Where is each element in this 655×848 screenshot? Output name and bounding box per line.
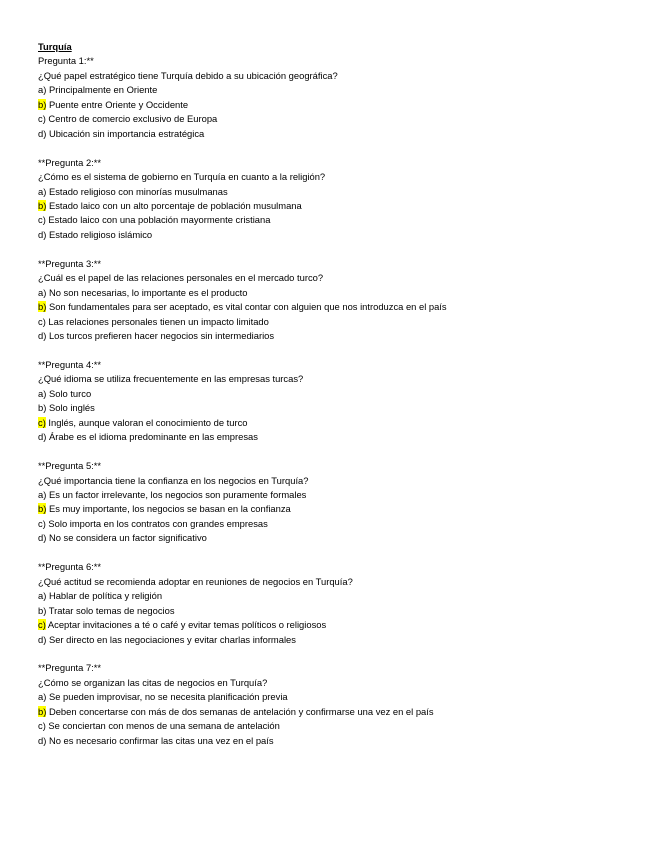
- answer-option: [38, 705, 638, 719]
- highlighted-option-letter: c): [38, 619, 46, 631]
- option-letter: c): [38, 214, 46, 226]
- option-text: Ser directo en las negociaciones y evitar charlas informales: [46, 633, 296, 645]
- answer-option: [38, 633, 638, 647]
- answer-option: [38, 604, 638, 618]
- highlighted-option-letter: b): [38, 199, 47, 211]
- answer-option: [38, 401, 638, 415]
- option-letter: a): [38, 387, 47, 399]
- option-letter: c): [38, 315, 46, 327]
- question-block-1: [38, 54, 638, 141]
- question-text: ¿Cómo es el sistema de gobierno en Turquía en cuanto a la religión?: [38, 171, 326, 183]
- answer-option: [38, 98, 638, 112]
- option-letter: a): [38, 84, 47, 96]
- answer-option: [38, 589, 638, 603]
- option-letter: d): [38, 734, 47, 746]
- option-text: Estado laico con una población mayormente cristiana: [45, 214, 271, 226]
- highlighted-option-letter: b): [38, 301, 47, 313]
- option-letter: b): [38, 604, 47, 616]
- option-text: Se pueden improvisar, no se necesita planificación previa: [46, 691, 288, 703]
- option-letter: d): [38, 532, 47, 544]
- option-text: Principalmente en Oriente: [46, 84, 158, 96]
- answer-option: [38, 416, 638, 430]
- option-text: Hablar de política y religión: [46, 590, 163, 602]
- document-title: Turquía: [38, 41, 72, 52]
- answer-option: [38, 213, 638, 227]
- option-text: Solo importa en los contratos con grandes empresas: [45, 517, 268, 529]
- highlighted-option-letter: b): [38, 98, 47, 110]
- option-text: Estado laico con un alto porcentaje de población musulmana: [46, 199, 302, 211]
- option-text: No es necesario confirmar las citas una vez en el país: [46, 734, 274, 746]
- question-block-7: [38, 661, 638, 748]
- answer-option: [38, 286, 638, 300]
- answer-option: [38, 127, 638, 141]
- option-text: Inglés, aunque valoran el conocimiento de turco: [45, 416, 248, 428]
- option-text: Es un factor irrelevante, los negocios son puramente formales: [46, 488, 307, 500]
- answer-option: [38, 734, 638, 748]
- option-text: Son fundamentales para ser aceptado, es vital contar con alguien que nos introduzca en el país: [46, 301, 447, 313]
- answer-option: [38, 112, 638, 126]
- question-block-3: [38, 257, 638, 344]
- option-text: No se considera un factor significativo: [46, 532, 207, 544]
- question-block-5: [38, 459, 638, 546]
- answer-option: [38, 430, 638, 444]
- option-text: Centro de comercio exclusivo de Europa: [45, 113, 218, 125]
- question-header: **Pregunta 4:**: [38, 358, 102, 370]
- answer-option: [38, 719, 638, 733]
- question-text: ¿Qué actitud se recomienda adoptar en reuniones de negocios en Turquía?: [38, 575, 353, 587]
- option-letter: a): [38, 286, 47, 298]
- option-text: Aceptar invitaciones a té o café y evitar temas políticos o religiosos: [45, 619, 327, 631]
- option-letter: a): [38, 488, 47, 500]
- option-text: Solo turco: [46, 387, 92, 399]
- question-text: ¿Cuál es el papel de las relaciones personales en el mercado turco?: [38, 272, 324, 284]
- answer-option: [38, 315, 638, 329]
- question-text: ¿Qué idioma se utiliza frecuentemente en las empresas turcas?: [38, 373, 304, 385]
- option-text: Ubicación sin importancia estratégica: [46, 127, 205, 139]
- option-letter: c): [38, 113, 46, 125]
- question-header: **Pregunta 2:**: [38, 156, 102, 168]
- question-header: **Pregunta 6:**: [38, 561, 102, 573]
- option-text: Se conciertan con menos de una semana de antelación: [45, 720, 280, 732]
- question-header: Pregunta 1:**: [38, 55, 94, 67]
- question-text: ¿Qué papel estratégico tiene Turquía debido a su ubicación geográfica?: [38, 69, 338, 81]
- question-header: **Pregunta 5:**: [38, 460, 102, 472]
- question-block-4: [38, 358, 638, 445]
- answer-option: [38, 502, 638, 516]
- option-text: Las relaciones personales tienen un impacto limitado: [45, 315, 269, 327]
- highlighted-option-letter: c): [38, 416, 46, 428]
- option-letter: d): [38, 633, 47, 645]
- option-text: No son necesarias, lo importante es el producto: [46, 286, 248, 298]
- option-text: Deben concertarse con más de dos semanas de antelación y confirmarse una vez en el país: [46, 705, 434, 717]
- answer-option: [38, 199, 638, 213]
- question-header: **Pregunta 7:**: [38, 662, 102, 674]
- option-letter: a): [38, 691, 47, 703]
- answer-option: [38, 690, 638, 704]
- highlighted-option-letter: b): [38, 503, 47, 515]
- option-letter: c): [38, 720, 46, 732]
- option-letter: d): [38, 127, 47, 139]
- answer-option: [38, 300, 638, 314]
- option-text: Estado religioso islámico: [46, 228, 153, 240]
- option-text: Tratar solo temas de negocios: [46, 604, 175, 616]
- question-header: **Pregunta 3:**: [38, 257, 102, 269]
- highlighted-option-letter: b): [38, 705, 47, 717]
- question-text: ¿Qué importancia tiene la confianza en los negocios en Turquía?: [38, 474, 309, 486]
- option-text: Solo inglés: [46, 402, 95, 414]
- document-page: [38, 40, 638, 763]
- answer-option: [38, 618, 638, 632]
- answer-option: [38, 488, 638, 502]
- option-letter: a): [38, 590, 47, 602]
- option-letter: d): [38, 228, 47, 240]
- answer-option: [38, 228, 638, 242]
- answer-option: [38, 83, 638, 97]
- option-letter: c): [38, 517, 46, 529]
- option-letter: d): [38, 330, 47, 342]
- answer-option: [38, 531, 638, 545]
- answer-option: [38, 387, 638, 401]
- option-letter: a): [38, 185, 47, 197]
- question-list: [38, 54, 638, 748]
- option-text: Estado religioso con minorías musulmanas: [46, 185, 228, 197]
- option-letter: d): [38, 431, 47, 443]
- option-text: Es muy importante, los negocios se basan en la confianza: [46, 503, 291, 515]
- answer-option: [38, 329, 638, 343]
- question-text: ¿Cómo se organizan las citas de negocios en Turquía?: [38, 676, 268, 688]
- question-block-6: [38, 560, 638, 647]
- answer-option: [38, 185, 638, 199]
- answer-option: [38, 517, 638, 531]
- question-block-2: [38, 156, 638, 243]
- option-letter: b): [38, 402, 47, 414]
- option-text: Puente entre Oriente y Occidente: [46, 98, 189, 110]
- option-text: Los turcos prefieren hacer negocios sin intermediarios: [46, 330, 275, 342]
- option-text: Árabe es el idioma predominante en las empresas: [46, 431, 258, 443]
